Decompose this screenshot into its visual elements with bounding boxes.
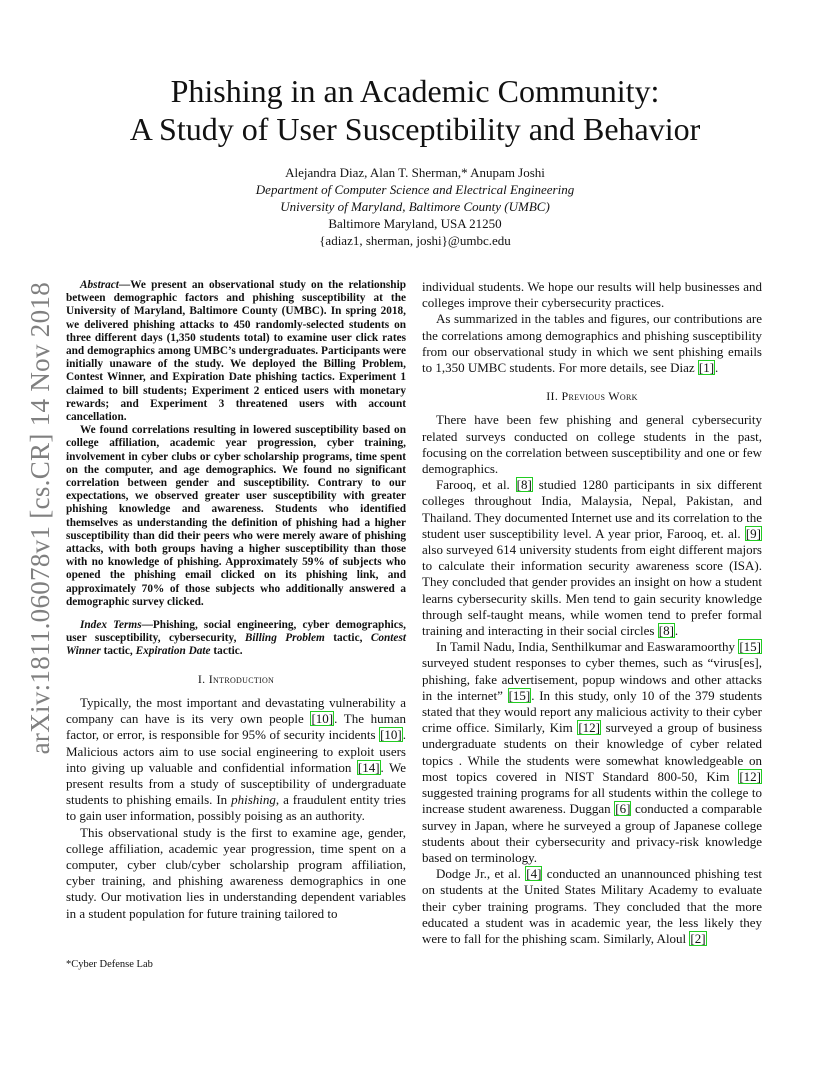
citation-link[interactable]: [14] [357,759,380,775]
citation-link[interactable]: [12] [578,720,600,736]
citation-link[interactable]: [10] [380,727,402,743]
affiliation-department: Department of Computer Science and Electrical Engineering [255,182,575,197]
citation-link[interactable]: [8] [658,623,674,639]
intro-continued: individual students. We hope our results will help businesses and colleges improve their cybersecurity practices. [422,279,762,311]
right-column [422,279,762,947]
abstract-paragraph-1 [66,279,406,424]
previous-work-paragraph-3: In Tamil Nadu, India, Senthilkumar and Easwaramoorthy [15] surveyed student responses to cyber themes, such as “virus[es], phishing, fake advertisement, popup windows and other attacks in the internet” [15]. In this study, only 10 of the 379 students stated that they would report any malicious activity to their cyber crime office. Similarly, Kim [12] surveyed a group of business undergraduate students on their knowledge of cyber related topics . While the students were somewhat knowledgeable on most topics covered in NIST Standard 800-50, Kim [12] suggested training programs for all students within the college to increase student awareness. Duggan [6] conducted a comparable survey in Japan, where he surveyed a group of Japanese college students about their cybersecurity and privacy-risk knowledge based on terminology. [422,639,763,865]
intro-paragraph-3: As summarized in the tables and figures, our contributions are the correlations among demographics and phishing susceptibility from our observational study in which we sent phishing emails to 1,350 UMBC students. For more details, see Diaz [1]. [422,311,762,376]
arxiv-watermark [12,278,68,758]
citation-link[interactable]: [12] [739,768,761,784]
arxiv-id: arXiv:1811.06078v1 [cs.CR] 14 Nov 2018 [24,281,55,755]
citation-link[interactable]: [1] [698,360,715,376]
footnote: *Cyber Defense Lab [66,959,153,970]
intro-paragraph-2: This observational study is the first to examine age, gender, college affiliation, academic year progression, time spent on a computer, cyber club/cyber scholarship program affiliation, cyber training, and phishing awareness demographics in one study. Our motivation lies in understanding dependent variables in a student population for future training tailored to [66,824,406,921]
abstract-lead: Abstract [80,279,119,291]
previous-work-paragraph-4: Dodge Jr., et al. [4] conducted an unannounced phishing test on students at the United States Military Academy to evaluate their cyber training programs. They concluded that the more educated a student was in academic year, the less likely they were to fall for the phishing scam. Similarly, Aloul [2] [422,866,763,946]
intro-paragraph-1: Typically, the most important and devastating vulnerability a company can have is its very own people [10]. The human factor, or error, is responsible for 95% of security incidents [10]. Malicious actors aim to use social engineering to exploit users into giving up valuable and confidential information [14]. We present results from a study of susceptibility of undergraduate students to phishing emails. In phishing, a fraudulent entity tries to gain user information, possibly poising as an authority. [66,694,406,824]
previous-work-paragraph-2: Farooq, et al. [8] studied 1280 participants in six different colleges throughout India, Malaysia, Nepal, Pakistan, and Thailand. They documented Internet use and its correlation to the student user susceptibility level. A year prior, Farooq, et. al. [9] also surveyed 614 university students from eight different majors to calculate their information security awareness score (ISA). They concluded that gender provides an insight on how a student learns cybersecurity skills. Men tend to gain security knowledge through self-taught means, while women tend to prefer formal training and interacting in their social circles [8]. [422,477,762,639]
citation-link[interactable]: [15] [739,639,761,655]
author-block [70,164,760,249]
previous-work-paragraph-1: There have been few phishing and general cybersecurity related surveys conducted on college students in the past, focusing on the correlation between susceptibility and one or few demographics. [422,412,762,477]
abstract [66,279,406,609]
citation-link[interactable]: [9] [745,525,761,541]
paper-title [70,72,760,148]
email: {adiaz1, sherman, joshi}@umbc.edu [319,233,511,248]
citation-link[interactable]: [4] [526,866,542,882]
citation-link[interactable]: [15] [508,687,531,703]
section-heading-previous-work: II. Previous Work [546,389,638,404]
address: Baltimore Maryland, USA 21250 [328,216,502,231]
abstract-text-1: —We present an observational study on the relationship between demographic factors and phishing susceptibility at the University of Maryland, Baltimore County (UMBC). In spring 2018, we delivered phishing attacks to 450 randomly-selected students on three different days (1,350 students total) to examine user click rates and demographics among UMBC’s undergraduates. Participants were initially unaware of the study. We deployed the Billing Problem, Contest Winner, and Expiration Date phishing tactics. Experiment 1 claimed to bill students; Experiment 2 enticed users with monetary rewards; and Experiment 3 threatened users with account cancellation. [66,279,406,424]
citation-link[interactable]: [2] [690,930,706,946]
abstract-paragraph-2: We found correlations resulting in lowered susceptibility based on college affiliation, academic year progression, cyber training, involvement in cyber clubs or cyber scholarship programs, time spent on the computer, and age demographics. We found no significant correlation between gender and susceptibility. Contrary to our expectations, we observed greater user susceptibility with greater phishing knowledge and awareness. Students who identified themselves as understanding the definition of phishing had a higher susceptibility than did their peers who were merely aware of phishing attacks, with both groups having a higher susceptibility than those with no knowledge of phishing. Approximately 59% of subjects who opened the phishing email clicked on its phishing link, and approximately 70% of those subjects who additionally answered a demographic survey clicked. [66,424,406,608]
left-column [66,279,406,922]
title-line-1: Phishing in an Academic Community: [170,73,660,109]
title-line-2: A Study of User Susceptibility and Behavior [129,111,701,147]
citation-link[interactable]: [10] [311,711,334,727]
index-terms: Index Terms—Phishing, social engineering, cyber demographics, user susceptibility, cybersecurity, Billing Problem tactic, Contest Winner tactic, Expiration Date tactic. [66,619,406,658]
section-heading-introduction: I. Introduction [197,671,275,686]
citation-link[interactable]: [8] [516,477,532,493]
author-names: Alejandra Diaz, Alan T. Sherman,* Anupam Joshi [285,165,545,180]
affiliation-university: University of Maryland, Baltimore County (UMBC) [280,199,550,214]
citation-link[interactable]: [6] [615,801,631,817]
index-terms-lead: Index Terms [80,619,142,632]
